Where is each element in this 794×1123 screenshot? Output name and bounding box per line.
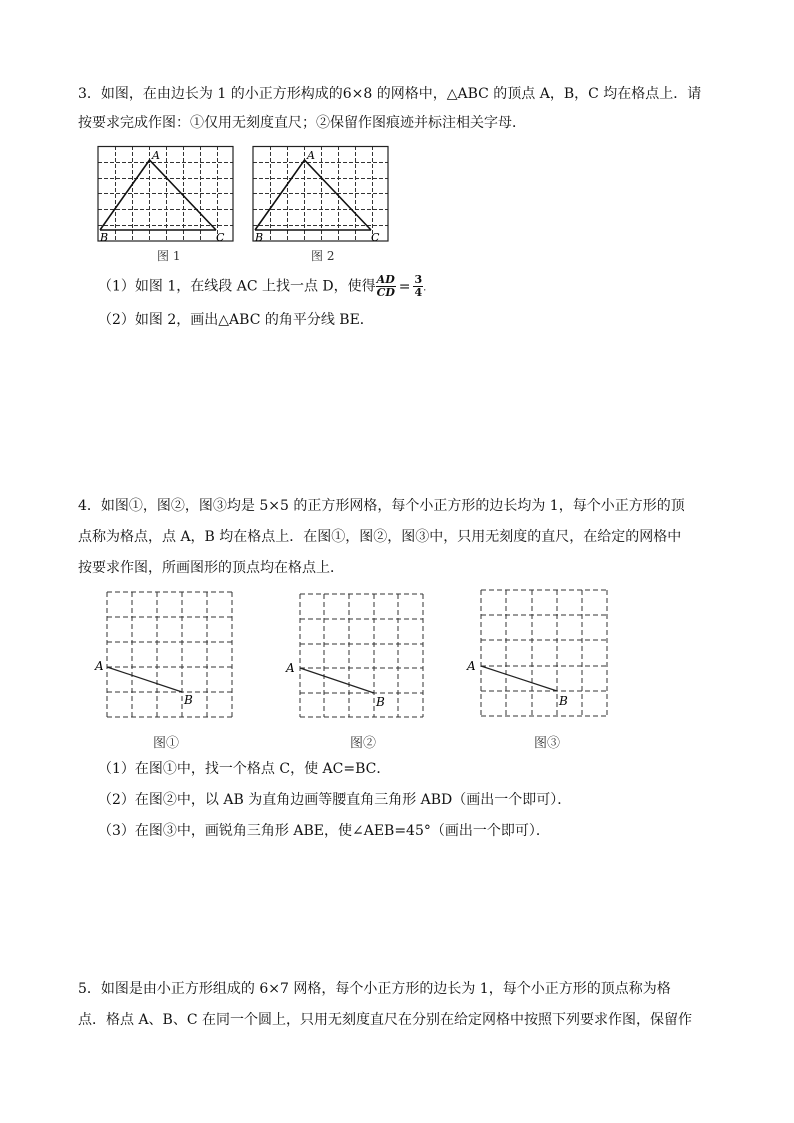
- q3-f2-label-a: A: [307, 149, 315, 162]
- q4-figure-1: [94, 590, 238, 720]
- q4-sub3: （3）在图③中，画锐角三角形 ABE，使∠AEB=45°（画出一个即可）．: [98, 823, 550, 839]
- q4-f1-label-a: A: [95, 659, 104, 673]
- q3-sub1-rden: 4: [414, 286, 423, 299]
- q4-f3-label-a: A: [467, 659, 476, 673]
- q3-f1-label-c: C: [216, 231, 225, 243]
- q3-sub1-num: AD: [376, 273, 395, 286]
- q4-line2: 点称为格点，点 A，B 均在格点上．在图①，图②，图③中，只用无刻度的直尺，在给定的网格中: [78, 529, 682, 545]
- q3-sub1-fraction-ad-cd: [376, 274, 396, 299]
- q4-figure-2: [284, 590, 428, 720]
- q4-line1: 4．如图①，图②，图③均是 5×5 的正方形网格，每个小正方形的边长均为 1，每个小正方形的顶: [78, 498, 685, 514]
- q3-sub1-fraction-ratio: [413, 274, 423, 299]
- q3-figure-1: [96, 145, 236, 243]
- q4-f2-label-b: B: [376, 695, 385, 709]
- q4-line3: 按要求作图，所画图形的顶点均在格点上．: [78, 560, 344, 576]
- q3-f1-label-a: A: [152, 149, 160, 162]
- q5-line1: 5．如图是由小正方形组成的 6×7 网格，每个小正方形的边长为 1，每个小正方形的顶点称为格: [78, 981, 671, 997]
- q3-sub1-prefix: （1）如图 1，在线段 AC 上找一点 D，使得: [98, 278, 376, 295]
- q3-figure-2: [251, 145, 391, 243]
- q3-f1-label-b: B: [100, 231, 109, 243]
- q3-f2-label-c: C: [371, 231, 380, 243]
- q4-fig2-caption: 图②: [350, 736, 377, 751]
- q5-line2: 点．格点 A、B、C 在同一个圆上，只用无刻度直尺在分别在给定网格中按照下列要求作图，保留作: [78, 1012, 693, 1028]
- q4-f3-label-b: B: [559, 694, 568, 708]
- q4-fig3-caption: 图③: [534, 736, 561, 751]
- q4-f1-label-b: B: [184, 693, 193, 707]
- q3-sub1: [98, 274, 426, 299]
- q3-f2-label-b: B: [255, 231, 264, 243]
- q4-fig1-caption: 图①: [153, 736, 180, 751]
- q4-f2-label-a: A: [286, 661, 295, 675]
- q3-sub1-end: .: [423, 282, 427, 294]
- q4-sub2: （2）在图②中，以 AB 为直角边画等腰直角三角形 ABD（画出一个即可）．: [98, 792, 572, 808]
- q3-line2: 按要求完成作图：①仅用无刻度直尺；②保留作图痕迹并标注相关字母．: [78, 115, 526, 131]
- q3-line1: 3．如图，在由边长为 1 的小正方形构成的6×8 的网格中，△ABC 的顶点 A，B，C 均在格点上．请: [78, 86, 702, 102]
- q3-fig1-caption: 图 1: [157, 249, 181, 263]
- q4-sub1: （1）在图①中，找一个格点 C，使 AC=BC．: [98, 761, 391, 777]
- q3-fig2-caption: 图 2: [311, 249, 335, 263]
- q3-sub2: （2）如图 2，画出△ABC 的角平分线 BE．: [98, 312, 374, 328]
- q3-sub1-rnum: 3: [414, 273, 423, 286]
- q3-sub1-eq: =: [398, 278, 411, 295]
- q4-figure-3: [466, 587, 614, 719]
- q3-sub1-den: CD: [376, 286, 395, 299]
